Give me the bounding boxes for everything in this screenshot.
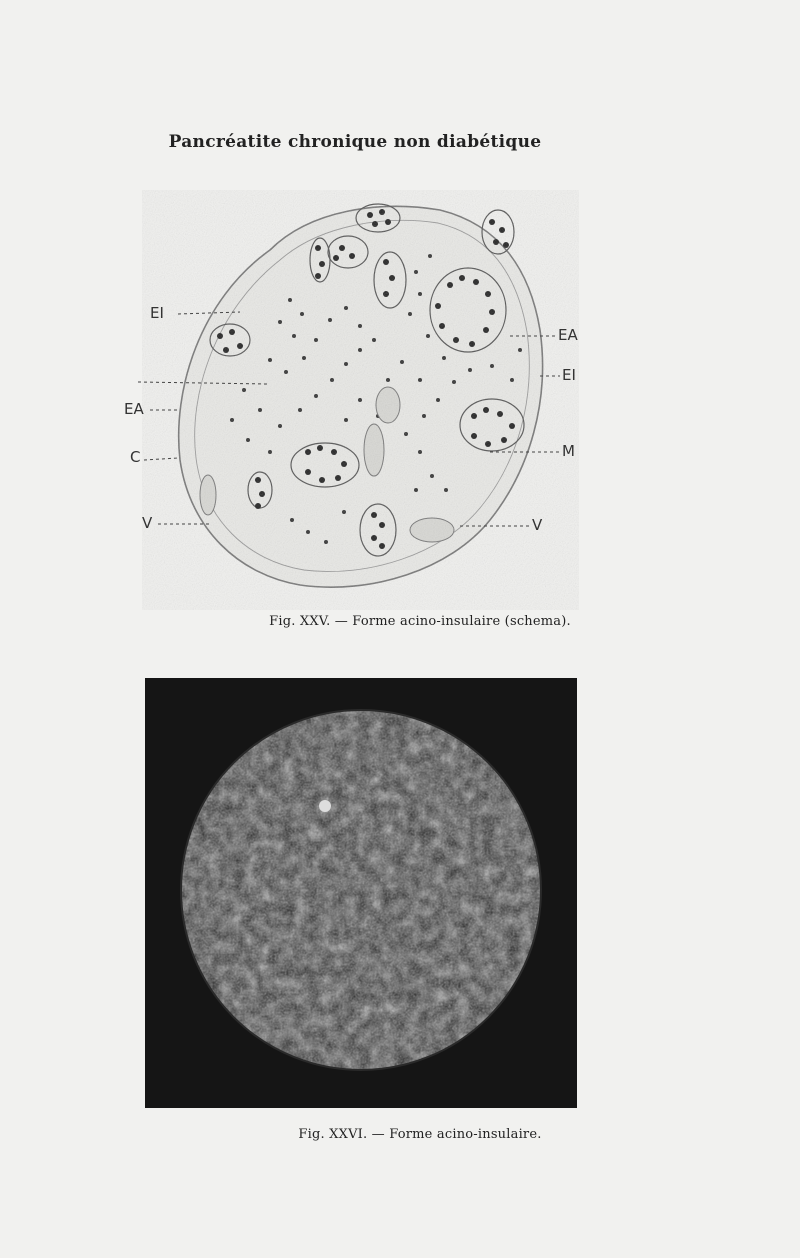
figure-25-caption: Fig. XXV. — Forme acino-insulaire (schema). [269,614,571,629]
figure-26-micrograph [145,678,577,1108]
label-c-left: C [130,448,141,466]
label-ea-right: EA [558,326,578,344]
figure-26-caption: Fig. XXVI. — Forme acino-insulaire. [298,1127,542,1142]
label-ei-right: EI [562,366,576,384]
figure-25-schematic [120,190,600,610]
label-v-right: V [532,516,543,534]
label-v-left: V [142,514,153,532]
page-title: Pancréatite chronique non diabétique [168,132,542,152]
label-ea-left: EA [124,400,144,418]
label-ei-left: EI [150,304,164,322]
label-m-right: M [562,442,575,460]
